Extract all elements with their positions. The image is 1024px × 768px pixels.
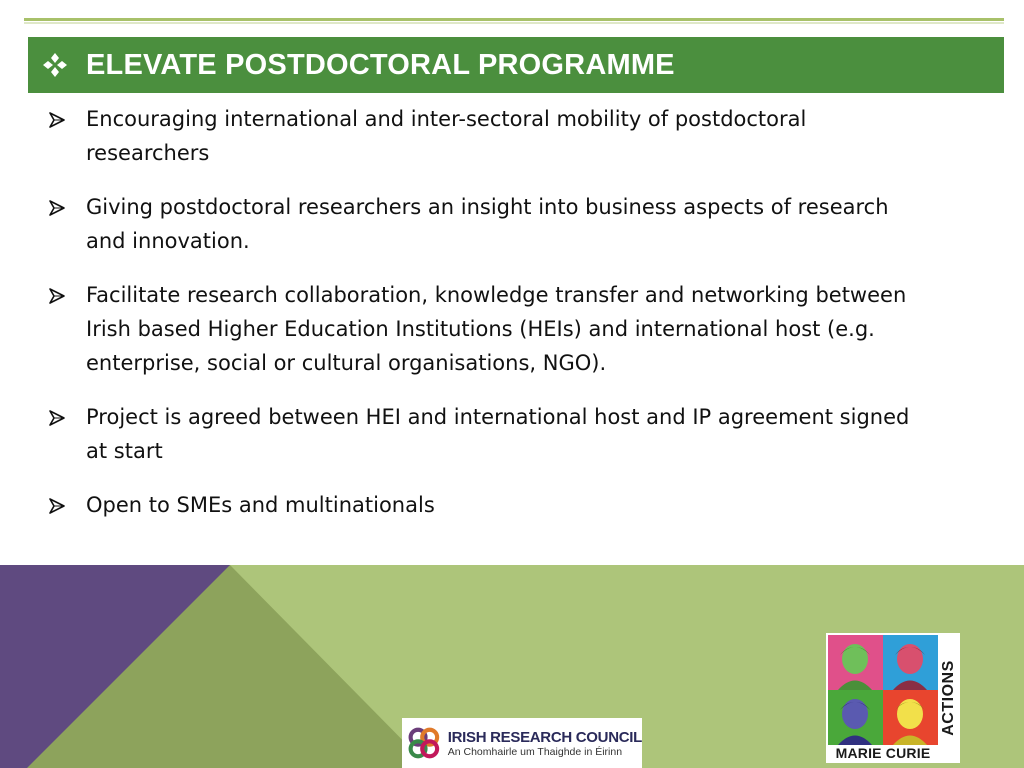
arrow-bullet-icon bbox=[48, 287, 66, 305]
bullet-text: Facilitate research collaboration, knowledge transfer and networking between Irish based Higher Education Institutions (HEIs) and international host (e.g. enterprise, social or cultural organisations, NGO). bbox=[86, 283, 907, 375]
bullet-item bbox=[46, 400, 926, 468]
diamond-bullet-icon bbox=[42, 52, 68, 78]
portrait-icon bbox=[883, 690, 938, 745]
portrait-tile bbox=[883, 635, 938, 690]
portrait-icon bbox=[828, 635, 883, 690]
top-divider-shadow bbox=[24, 22, 1004, 24]
marie-curie-portrait-grid bbox=[828, 635, 938, 745]
bullet-item bbox=[46, 278, 926, 380]
bullet-list bbox=[46, 102, 926, 522]
marie-curie-actions-logo bbox=[826, 633, 960, 763]
arrow-bullet-icon bbox=[48, 409, 66, 427]
bullet-item bbox=[46, 190, 926, 258]
bullet-text: Giving postdoctoral researchers an insight into business aspects of research and innovation. bbox=[86, 195, 889, 253]
portrait-tile bbox=[828, 690, 883, 745]
portrait-icon bbox=[883, 635, 938, 690]
portrait-tile bbox=[883, 690, 938, 745]
bullet-text: Project is agreed between HEI and international host and IP agreement signed at start bbox=[86, 405, 910, 463]
bullet-item bbox=[46, 102, 926, 170]
irc-knot-icon bbox=[404, 719, 444, 767]
top-divider-line bbox=[24, 18, 1004, 21]
bullet-text: Encouraging international and inter-sectoral mobility of postdoctoral researchers bbox=[86, 107, 807, 165]
portrait-tile bbox=[828, 635, 883, 690]
actions-text-wrap bbox=[940, 635, 958, 761]
arrow-bullet-icon bbox=[48, 199, 66, 217]
bullet-text: Open to SMEs and multinationals bbox=[86, 493, 435, 517]
irc-irish-name: An Chomhairle um Thaighde in Éirinn bbox=[447, 745, 623, 758]
slide-title: ELEVATE POSTDOCTORAL PROGRAMME bbox=[86, 48, 675, 81]
irish-research-council-logo bbox=[402, 718, 642, 768]
title-bar bbox=[28, 37, 1004, 93]
bullet-item bbox=[46, 488, 926, 522]
actions-text: ACTIONS bbox=[940, 660, 957, 736]
portrait-icon bbox=[828, 690, 883, 745]
arrow-bullet-icon bbox=[48, 497, 66, 515]
marie-curie-text: MARIE CURIE bbox=[835, 745, 931, 761]
irc-name: IRISH RESEARCH COUNCIL bbox=[447, 728, 642, 746]
arrow-bullet-icon bbox=[48, 111, 66, 129]
